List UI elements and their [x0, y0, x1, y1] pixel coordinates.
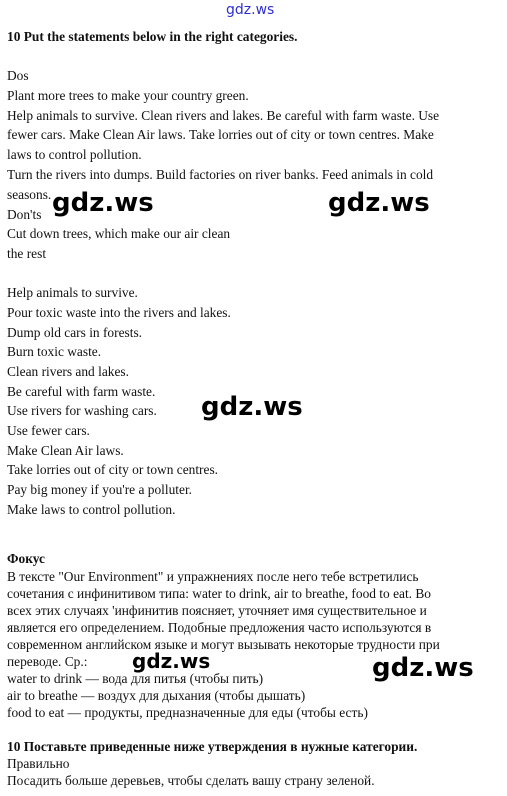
- list-item: Help animals to survive.: [7, 285, 138, 300]
- donts-line: the rest: [7, 246, 47, 261]
- list-item: Dump old cars in forests.: [7, 325, 142, 340]
- dos-line: Help animals to survive. Clean rivers and lakes. Be careful with farm waste. Use: [7, 108, 440, 123]
- exercise-ru-heading: 10 Поставьте приведенные ниже утверждения в нужные категории.: [7, 739, 418, 754]
- focus-line: сочетания с инфинитивом типа: water to drink, air to breathe, food to eat. Во: [7, 586, 431, 601]
- watermark-left-upper: gdz.ws: [52, 188, 154, 218]
- watermark-top: gdz.ws: [226, 2, 275, 18]
- focus-line: В тексте "Our Environment" и упражнениях после него тебе встретились: [7, 569, 419, 584]
- list-item: Clean rivers and lakes.: [7, 364, 129, 379]
- donts-line: Cut down trees, which make our air clean: [7, 226, 231, 241]
- exercise-ru-line: Посадить больше деревьев, чтобы сделать вашу страну зеленой.: [7, 773, 375, 788]
- list-item: Be careful with farm waste.: [7, 384, 156, 399]
- list-item: Make laws to control pollution.: [7, 502, 176, 517]
- focus-line: всех этих случаях 'инфинитив поясняет, уточняет имя существительное и: [7, 603, 427, 618]
- list-item: Use fewer cars.: [7, 423, 90, 438]
- exercise-heading: 10 Put the statements below in the right categories.: [7, 29, 298, 44]
- exercise-ru-line: Правильно: [7, 756, 70, 771]
- donts-label: Don'ts: [7, 207, 42, 222]
- focus-line: является его определением. Подобные предложения часто используются в: [7, 620, 432, 635]
- dos-line: laws to control pollution.: [7, 147, 142, 162]
- list-item: Burn toxic waste.: [7, 344, 102, 359]
- list-item: Use rivers for washing cars.: [7, 403, 157, 418]
- focus-line: современном английском языке и могут вызывать некоторые трудности при: [7, 637, 440, 652]
- focus-line: переводе. Ср.:: [7, 654, 88, 669]
- list-item: Make Clean Air laws.: [7, 443, 124, 458]
- watermark-left-lower: gdz.ws: [132, 649, 211, 673]
- dos-line: Turn the rivers into dumps. Build factories on river banks. Feed animals in cold: [7, 167, 434, 182]
- focus-line: air to breathe — воздух для дыхания (чтобы дышать): [7, 688, 306, 703]
- watermark-right-upper: gdz.ws: [328, 188, 430, 218]
- dos-label: Dos: [7, 68, 29, 83]
- dos-line: Plant more trees to make your country green.: [7, 88, 249, 103]
- watermark-right-lower: gdz.ws: [372, 653, 474, 683]
- list-item: Take lorries out of city or town centres.: [7, 462, 219, 477]
- dos-line: seasons.: [7, 187, 52, 202]
- list-item: Pay big money if you're a polluter.: [7, 482, 193, 497]
- watermark-center: gdz.ws: [201, 392, 303, 422]
- dos-line: fewer cars. Make Clean Air laws. Take lorries out of city or town centres. Make: [7, 127, 434, 142]
- focus-heading: Фокус: [7, 551, 45, 566]
- list-item: Pour toxic waste into the rivers and lakes.: [7, 305, 231, 320]
- focus-line: water to drink — вода для питья (чтобы пить): [7, 671, 264, 686]
- focus-line: food to eat — продукты, предназначенные для еды (чтобы есть): [7, 705, 368, 720]
